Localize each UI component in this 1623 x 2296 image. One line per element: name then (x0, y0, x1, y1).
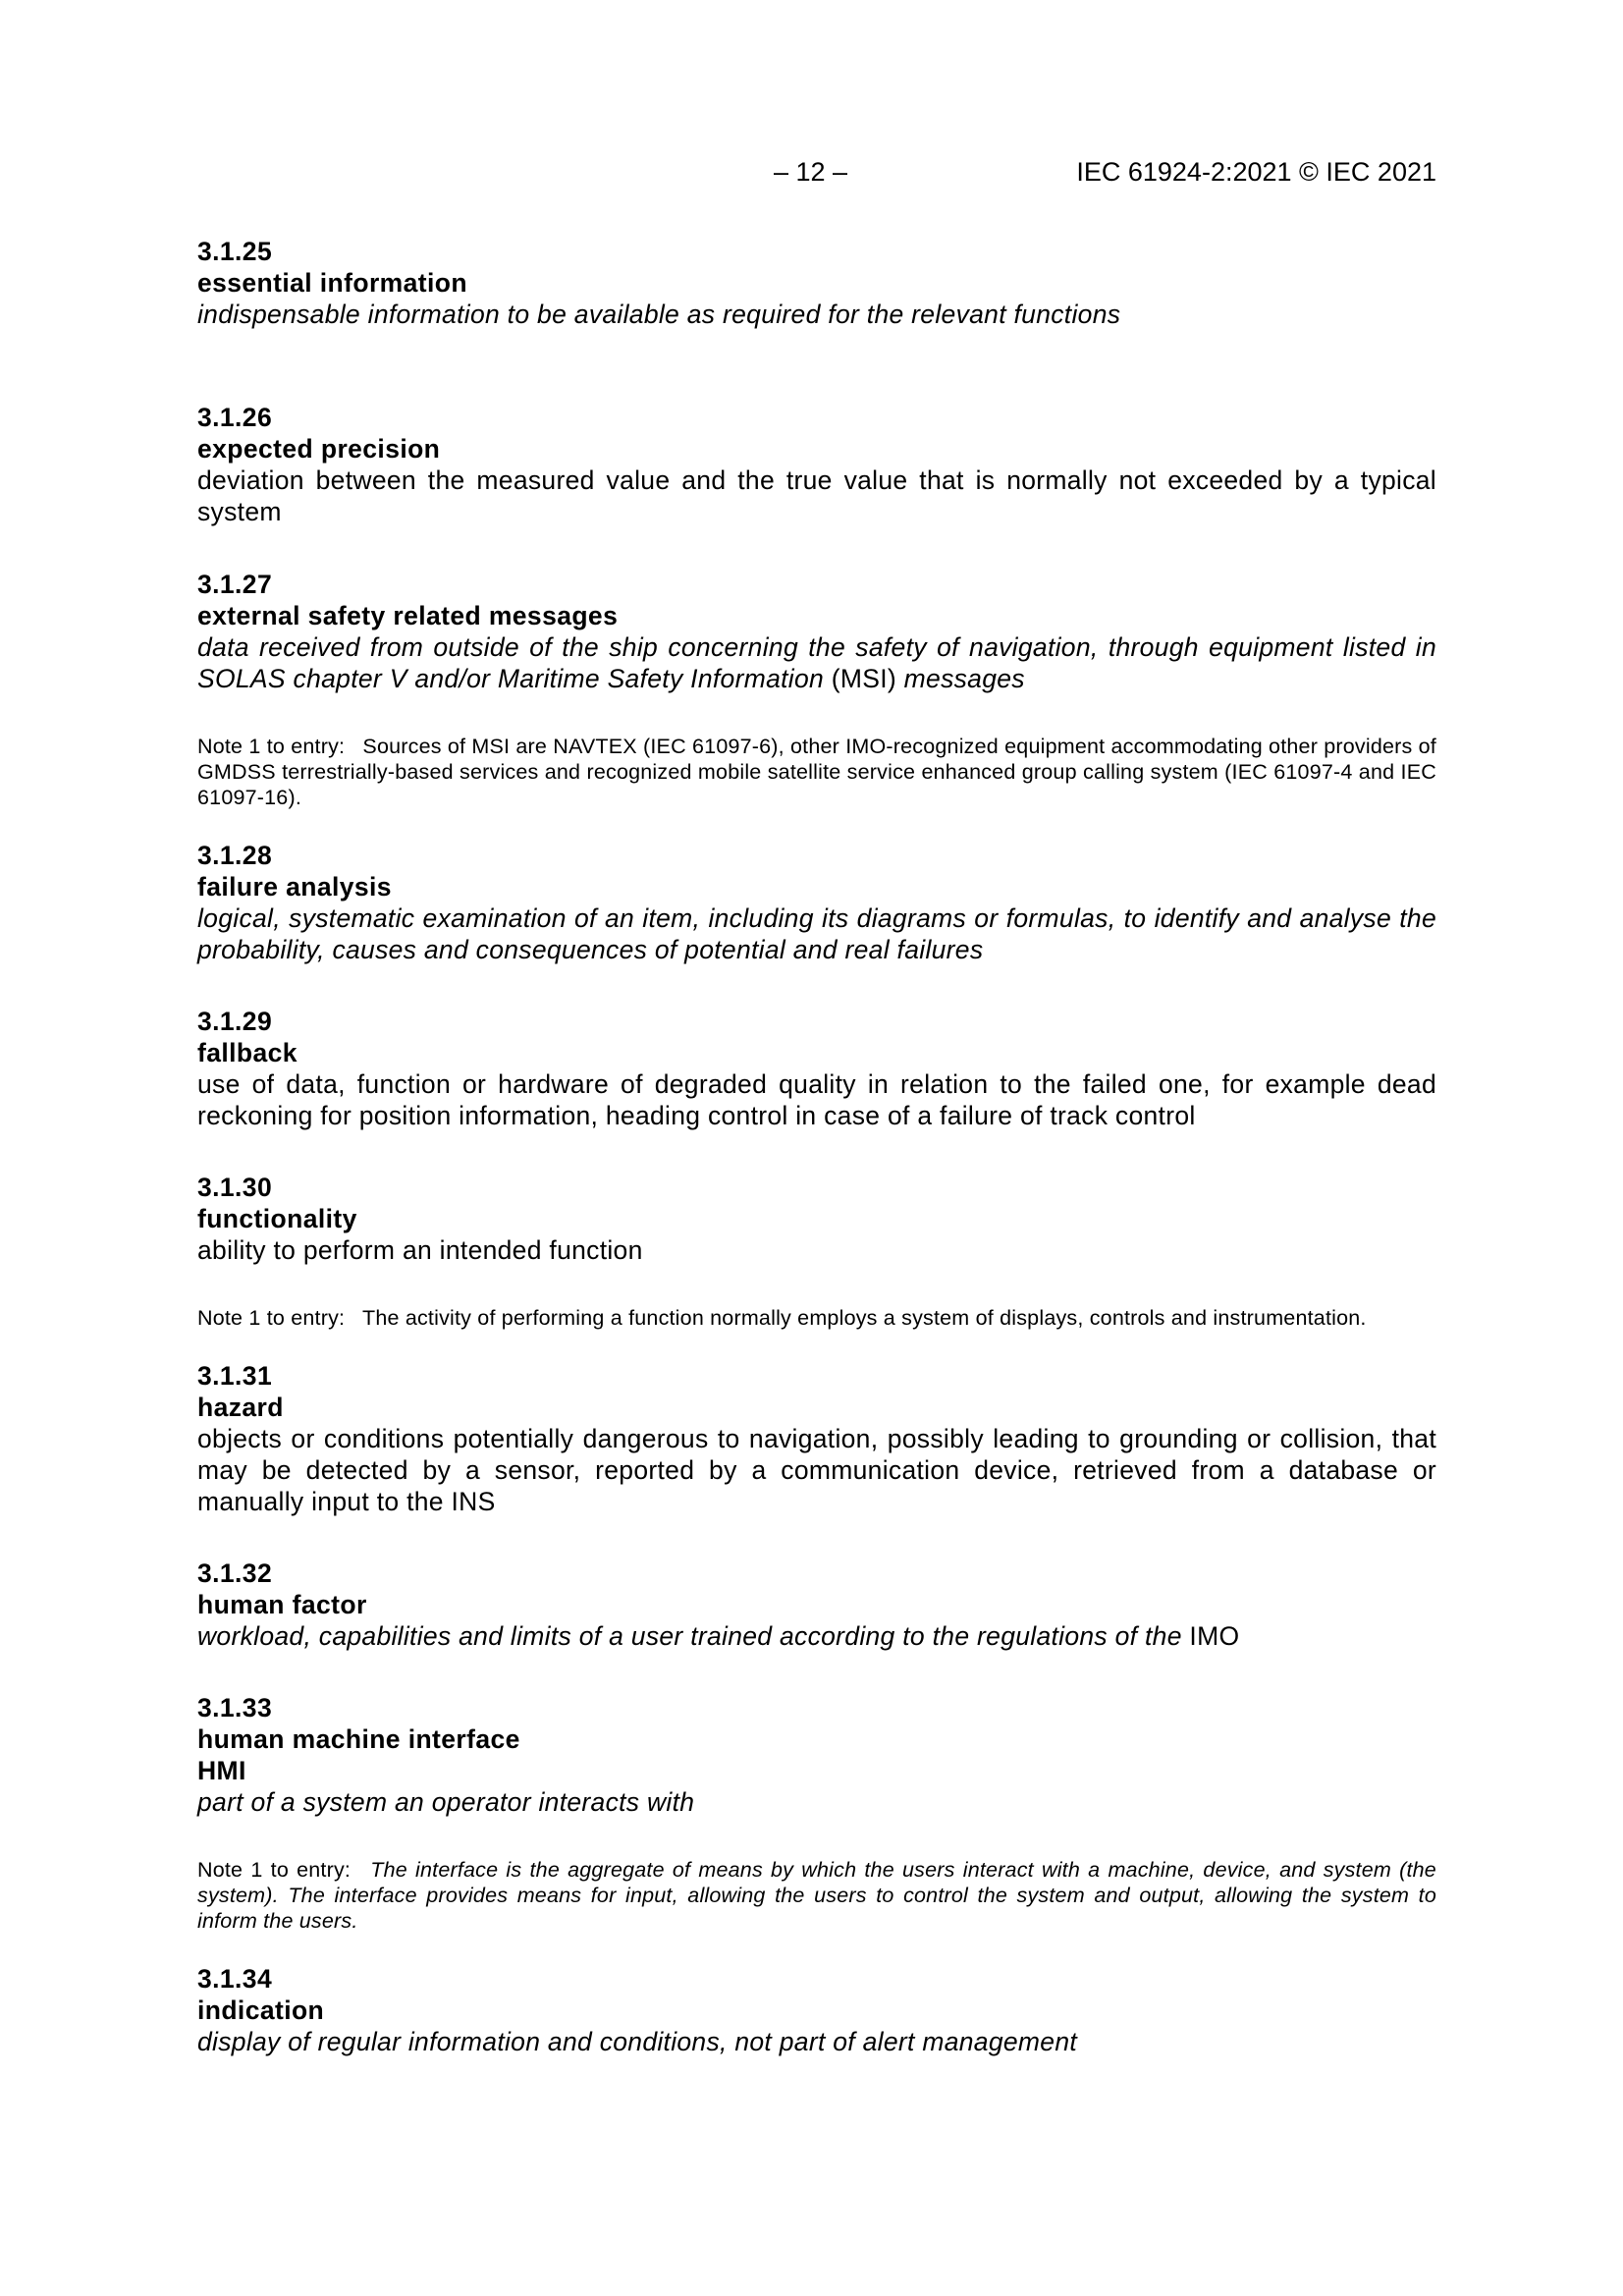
note-text: Sources of MSI are NAVTEX (IEC 61097-6), other IMO-recognized equipment accommodating other providers of GMDSS terrestrially-based services and recognized mobile satellite service enhanced group calling system (IEC 61097-4 and IEC 61097-16). (197, 735, 1436, 809)
definition-part: workload, capabilities and limits of a user trained according to the regulations of the (197, 1621, 1182, 1651)
note-text: The activity of performing a function normally employs a system of displays, controls and instrumentation. (362, 1306, 1367, 1330)
entry-abbreviation: HMI (197, 1756, 246, 1785)
entry-definition: ability to perform an intended function (197, 1235, 643, 1265)
entry-term: human factor (197, 1590, 367, 1619)
entry-term: fallback (197, 1038, 298, 1067)
entry-number: 3.1.25 (197, 237, 273, 266)
entry-term: hazard (197, 1393, 284, 1422)
definition-part: messages (903, 664, 1025, 693)
entry-term: expected precision (197, 434, 441, 464)
entry-definition (197, 631, 1436, 694)
entry-definition: logical, systematic examination of an item, including its diagrams or formulas, to identify and analyse the probability, causes and consequences of potential and real failures (197, 903, 1436, 964)
entry-definition: objects or conditions potentially dangerous to navigation, possibly leading to grounding or collision, that may be detected by a sensor, reported by a communication device, retrieved from a database or manually input to the INS (197, 1424, 1436, 1516)
entry-number: 3.1.33 (197, 1693, 273, 1722)
entry-number: 3.1.28 (197, 841, 273, 870)
note-label: Note 1 to entry: (197, 1306, 346, 1330)
term-entry-3-1-32 (197, 1558, 1436, 1652)
term-entry-3-1-33 (197, 1692, 1436, 1934)
entry-number: 3.1.34 (197, 1964, 273, 1994)
entry-term: failure analysis (197, 872, 392, 902)
term-entry-3-1-31 (197, 1360, 1436, 1517)
term-entry-3-1-28 (197, 840, 1436, 965)
entry-number: 3.1.26 (197, 403, 273, 432)
entry-definition: display of regular information and conditions, not part of alert management (197, 2027, 1078, 2056)
entry-term: external safety related messages (197, 601, 619, 630)
note-label: Note 1 to entry: (197, 735, 346, 758)
entry-term: human machine interface (197, 1724, 520, 1754)
entry-definition: use of data, function or hardware of degraded quality in relation to the failed one, for example dead reckoning for position information, heading control in case of a failure of track control (197, 1069, 1436, 1130)
page-header (0, 157, 1623, 196)
document-reference: IEC 61924-2:2021 © IEC 2021 (1076, 157, 1436, 187)
term-entry-3-1-25 (197, 236, 1436, 330)
term-entry-3-1-30 (197, 1172, 1436, 1331)
entry-definition: part of a system an operator interacts with (197, 1787, 695, 1817)
terms-and-definitions (197, 236, 1436, 2057)
page-number: – 12 – (774, 157, 848, 187)
entry-term: essential information (197, 268, 467, 298)
note-to-entry (197, 734, 1436, 810)
definition-part: data received from outside of the ship concerning the safety of navigation, through equipment listed in SOLAS chapter V and/or Maritime Safety Information (197, 632, 1436, 693)
entry-definition: indispensable information to be available as required for the relevant functions (197, 300, 1121, 329)
entry-term: indication (197, 1995, 325, 2025)
note-to-entry (197, 1305, 1436, 1331)
term-entry-3-1-34 (197, 1963, 1436, 2057)
entry-number: 3.1.27 (197, 570, 273, 599)
note-to-entry (197, 1857, 1436, 1934)
definition-abbreviation: (MSI) (831, 664, 896, 693)
entry-number: 3.1.29 (197, 1007, 273, 1036)
entry-number: 3.1.31 (197, 1361, 273, 1391)
entry-number: 3.1.30 (197, 1173, 273, 1202)
term-entry-3-1-29 (197, 1006, 1436, 1131)
entry-term: functionality (197, 1204, 357, 1233)
entry-definition (197, 1620, 1436, 1652)
entry-definition: deviation between the measured value and the true value that is normally not exceeded by a typical system (197, 465, 1436, 526)
term-entry-3-1-27 (197, 569, 1436, 810)
note-label: Note 1 to entry: (197, 1858, 352, 1882)
term-entry-3-1-26 (197, 402, 1436, 527)
entry-number: 3.1.32 (197, 1558, 273, 1588)
definition-abbreviation: IMO (1189, 1621, 1240, 1651)
note-text: The interface is the aggregate of means by which the users interact with a machine, device, and system (the system). The interface provides means for input, allowing the users to control the system and output, allowing the system to inform the users. (197, 1858, 1436, 1933)
